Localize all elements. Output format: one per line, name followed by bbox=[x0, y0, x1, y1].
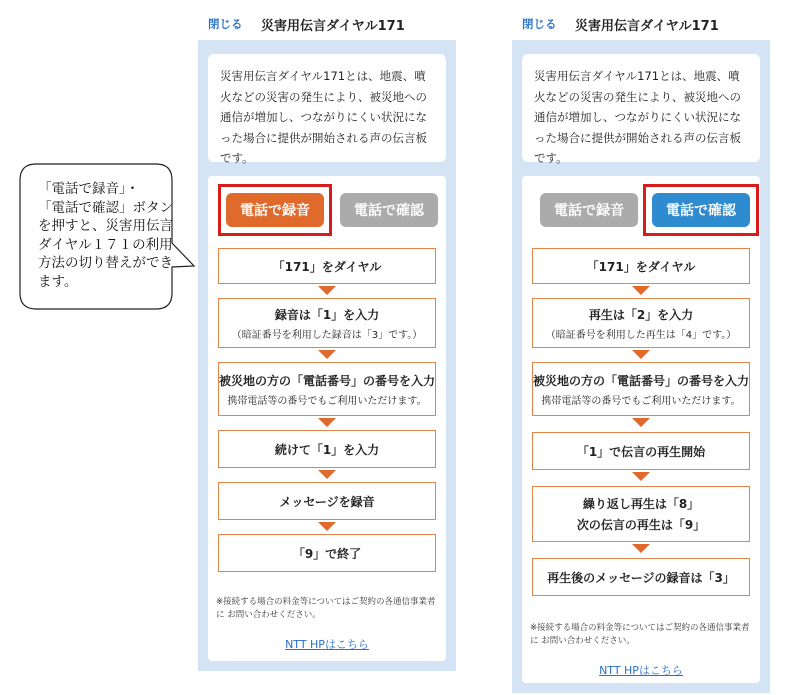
panel-background bbox=[512, 40, 770, 693]
intro-text: 災害用伝言ダイヤル171とは、地震、噴 火などの災害の発生により、被災地への 通信が増加し、つながりにくい状況にな った場合に提供が開始される声の伝言板 です。 bbox=[208, 54, 446, 162]
step-5-main: メッセージを録音 bbox=[279, 494, 375, 509]
step-3-main: 被災地の方の「電話番号」の番号を入力 bbox=[219, 373, 436, 388]
arrow-down-icon bbox=[318, 522, 336, 531]
arrow-down-icon bbox=[632, 286, 650, 295]
step-2-main: 再生は「2」を入力 bbox=[588, 307, 694, 322]
arrow-down-icon bbox=[318, 470, 336, 479]
callout-text: 「電話で録音」・ 「電話で確認」ボタンを押すと、災害用伝言ダイヤル１７１の利用方法の切り替えができます。 bbox=[38, 181, 173, 290]
step-3-sub: 携帯電話等の番号でもご利用いただけます。 bbox=[227, 395, 427, 407]
step-6 bbox=[532, 558, 750, 596]
step-5 bbox=[218, 482, 436, 520]
left-phone-panel bbox=[196, 0, 458, 671]
instructions-box bbox=[522, 176, 760, 683]
arrow-down-icon bbox=[632, 418, 650, 427]
page-title: 災害用伝言ダイヤル171 bbox=[261, 19, 405, 34]
step-5-line2: 次の伝言の再生は「9」 bbox=[576, 518, 706, 532]
step-4 bbox=[218, 430, 436, 468]
step-5-main: 繰り返し再生は「8」 bbox=[582, 497, 700, 511]
fee-note: ※接続する場合の料金等についてはご契約の各通信事業者に お問い合わせください。 bbox=[530, 623, 750, 646]
step-6 bbox=[218, 534, 436, 572]
step-1-main: 「171」をダイヤル bbox=[272, 259, 382, 274]
record-tab-button[interactable]: 電話で録音 bbox=[540, 193, 638, 227]
intro-text: 災害用伝言ダイヤル171とは、地震、噴 火などの災害の発生により、被災地への 通信が増加し、つながりにくい状況にな った場合に提供が開始される声の伝言板 です。 bbox=[522, 54, 760, 162]
confirm-tab-button[interactable]: 電話で確認 bbox=[652, 193, 750, 227]
arrow-down-icon bbox=[632, 472, 650, 481]
arrow-down-icon bbox=[318, 418, 336, 427]
step-6-main: 再生後のメッセージの録音は「3」 bbox=[547, 570, 735, 585]
callout-bubble bbox=[6, 163, 174, 309]
instructions-box bbox=[208, 176, 446, 661]
step-2 bbox=[532, 298, 750, 348]
arrow-down-icon bbox=[632, 350, 650, 359]
step-4 bbox=[532, 432, 750, 470]
highlight-frame bbox=[218, 184, 332, 236]
arrow-down-icon bbox=[318, 350, 336, 359]
step-3 bbox=[218, 362, 436, 416]
right-phone-panel bbox=[510, 0, 772, 693]
page-title: 災害用伝言ダイヤル171 bbox=[575, 19, 719, 34]
header bbox=[510, 0, 772, 40]
arrow-down-icon bbox=[632, 544, 650, 553]
step-4-main: 「1」で伝言の再生開始 bbox=[576, 444, 706, 459]
step-6-main: 「9」で終了 bbox=[292, 546, 362, 561]
step-3 bbox=[532, 362, 750, 416]
step-2-sub: （暗証番号を利用した録音は「3」です。） bbox=[231, 329, 423, 341]
highlight-frame bbox=[643, 184, 759, 236]
step-2-sub: （暗証番号を利用した再生は「4」です。） bbox=[545, 329, 737, 341]
ntt-hp-link[interactable]: NTT HPはこちら bbox=[599, 664, 683, 677]
step-4-main: 続けて「1」を入力 bbox=[274, 442, 380, 457]
close-link[interactable]: 閉じる bbox=[522, 17, 557, 31]
close-link[interactable]: 閉じる bbox=[208, 17, 243, 31]
record-tab-button[interactable]: 電話で録音 bbox=[226, 193, 324, 227]
header bbox=[196, 0, 458, 40]
step-1 bbox=[532, 248, 750, 284]
step-3-sub: 携帯電話等の番号でもご利用いただけます。 bbox=[541, 395, 741, 407]
step-2-main: 録音は「1」を入力 bbox=[274, 307, 380, 322]
fee-note: ※接続する場合の料金等についてはご契約の各通信事業者に お問い合わせください。 bbox=[216, 597, 436, 620]
step-3-main: 被災地の方の「電話番号」の番号を入力 bbox=[533, 373, 750, 388]
step-1 bbox=[218, 248, 436, 284]
step-2 bbox=[218, 298, 436, 348]
step-5 bbox=[532, 486, 750, 542]
ntt-hp-link[interactable]: NTT HPはこちら bbox=[285, 638, 369, 651]
confirm-tab-button[interactable]: 電話で確認 bbox=[340, 193, 438, 227]
arrow-down-icon bbox=[318, 286, 336, 295]
panel-background bbox=[198, 40, 456, 671]
step-1-main: 「171」をダイヤル bbox=[586, 259, 696, 274]
